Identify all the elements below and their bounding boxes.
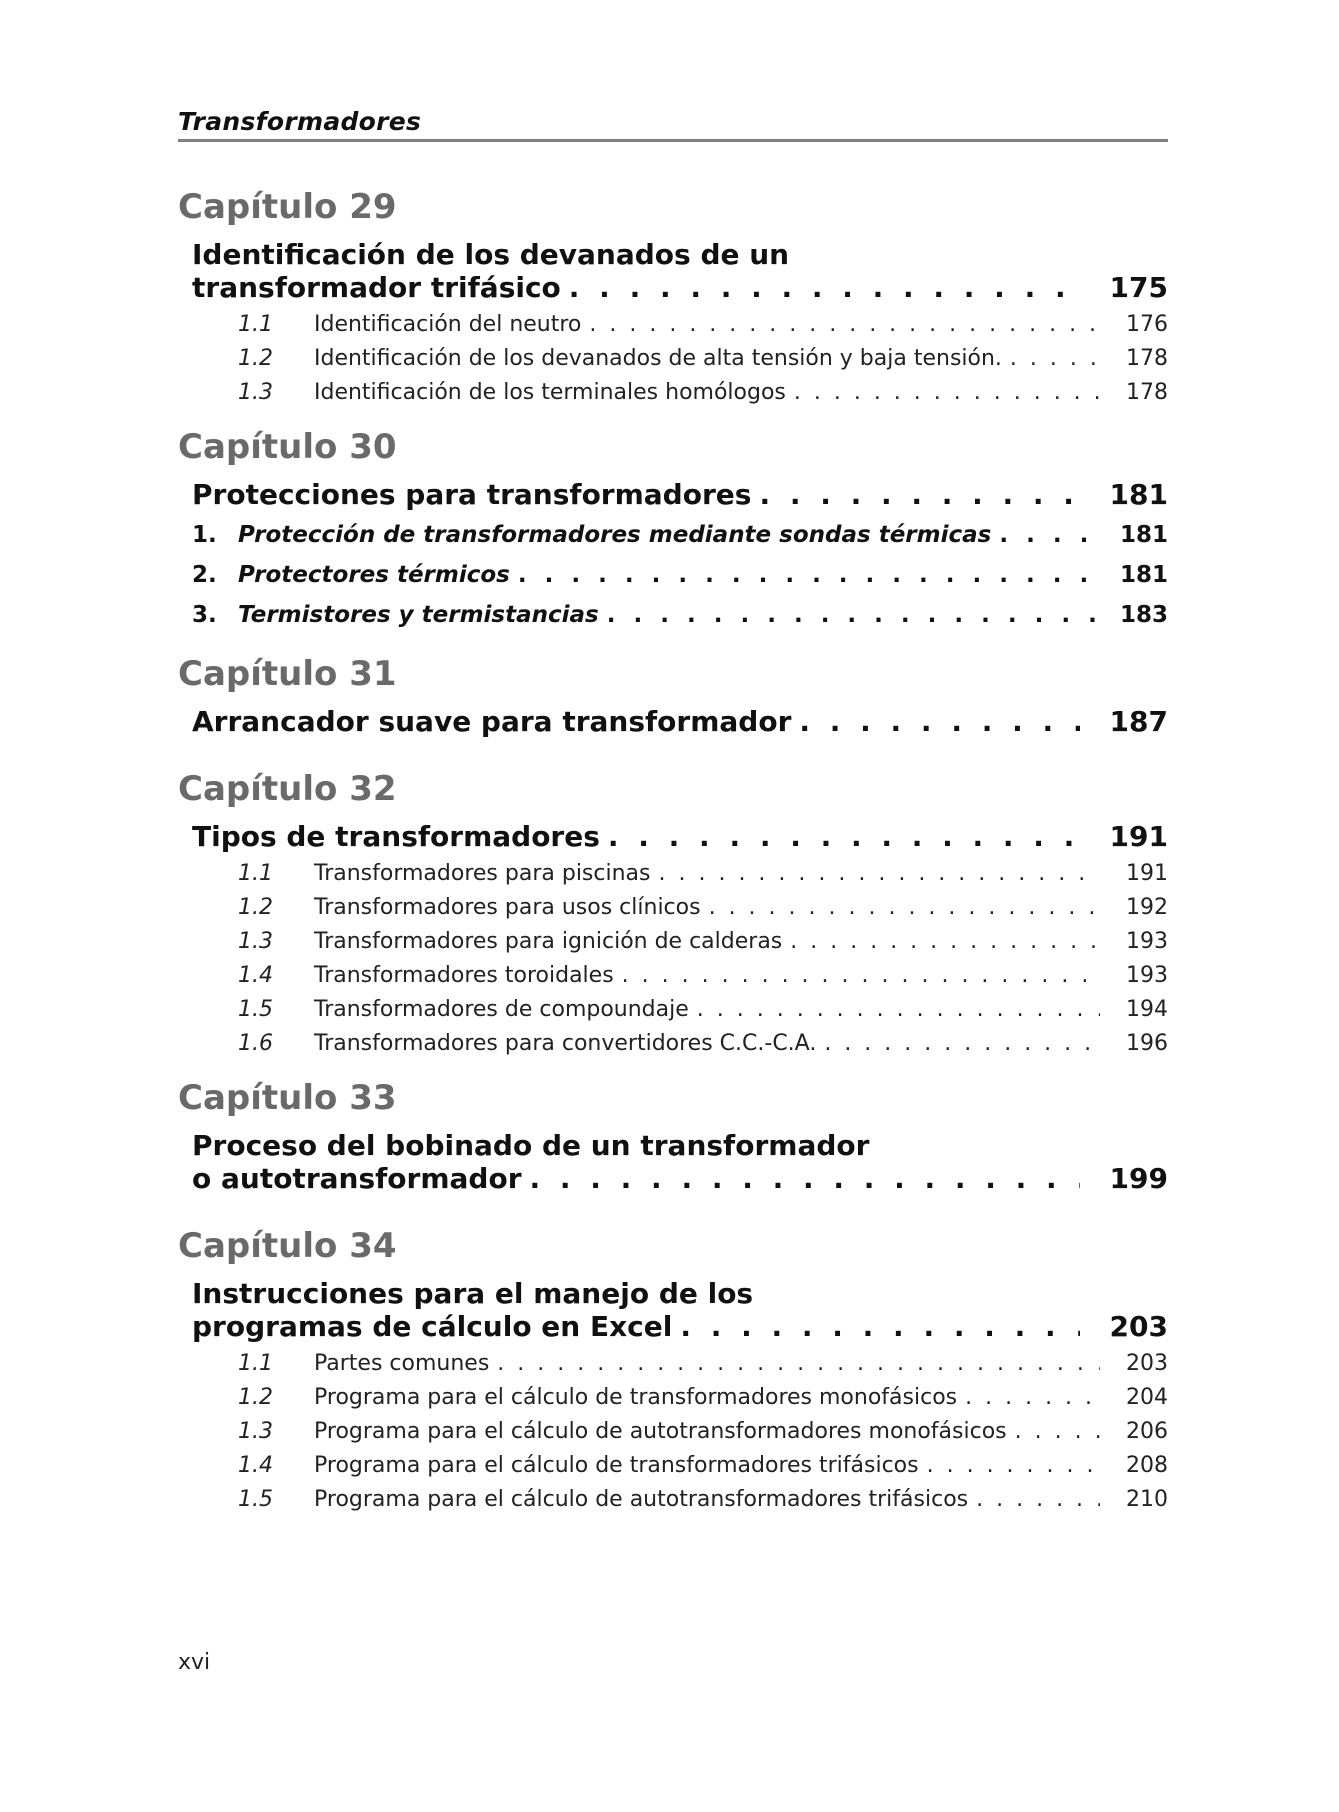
leader-dots [1010, 342, 1100, 376]
leader-dots [680, 1310, 1080, 1343]
entry-text: Identificación de los terminales homólogos [314, 380, 786, 405]
chapter-heading: Capítulo 29 [178, 187, 397, 227]
entry-number: 1.5 [238, 997, 273, 1022]
chapter-page: 181 [1109, 478, 1168, 511]
chapter-page: 187 [1109, 705, 1168, 738]
toc-entry[interactable] [238, 993, 1168, 1027]
chapter-title[interactable] [192, 238, 1168, 304]
entry-number: 2. [192, 562, 217, 588]
entry-text: Termistores y termistancias [238, 602, 599, 628]
chapter-page: 199 [1109, 1162, 1168, 1195]
chapter-title-line: Tipos de transformadores [192, 820, 600, 853]
leader-dots [530, 1162, 1080, 1195]
entry-number: 1.1 [238, 312, 273, 337]
toc-entry[interactable] [238, 959, 1168, 993]
entry-page: 191 [1126, 861, 1168, 886]
chapter-page: 203 [1109, 1310, 1168, 1343]
entry-text: Identificación de los devanados de alta tensión y baja tensión. [314, 346, 1002, 371]
toc-entry[interactable] [192, 555, 1168, 595]
entry-page: 204 [1126, 1385, 1168, 1410]
entry-text: Transformadores para piscinas [314, 861, 651, 886]
toc-entry[interactable] [238, 857, 1168, 891]
section-list [178, 1347, 1168, 1517]
entry-page: 210 [1126, 1487, 1168, 1512]
chapter-title-line2: programas de cálculo en Excel [192, 1310, 673, 1343]
chapter-title-line2: transformador trifásico [192, 271, 561, 304]
entry-number: 1.3 [238, 929, 273, 954]
chapter-page: 175 [1109, 271, 1168, 304]
entry-number: 1.2 [238, 895, 273, 920]
leader-dots [697, 993, 1100, 1027]
entry-page: 183 [1119, 602, 1168, 628]
toc-entry[interactable] [192, 515, 1168, 555]
chapter-heading: Capítulo 31 [178, 654, 397, 694]
leader-dots [790, 925, 1100, 959]
entry-number: 3. [192, 602, 217, 628]
entry-page: 193 [1126, 929, 1168, 954]
chapter-title-line: Protecciones para transformadores [192, 478, 752, 511]
chapter-31 [178, 654, 1168, 738]
entry-text: Programa para el cálculo de transformadores monofásicos [314, 1385, 958, 1410]
entry-text: Transformadores toroidales [314, 963, 614, 988]
leader-dots [965, 1381, 1100, 1415]
entry-number: 1.1 [238, 1351, 273, 1376]
chapter-page: 191 [1109, 820, 1168, 853]
chapter-29 [178, 187, 1168, 410]
leader-dots [608, 820, 1080, 853]
leader-dots [589, 308, 1100, 342]
toc-entry[interactable] [238, 1347, 1168, 1381]
chapter-heading: Capítulo 34 [178, 1226, 397, 1266]
entry-text: Partes comunes [314, 1351, 490, 1376]
chapter-title-line2: o autotransformador [192, 1162, 522, 1195]
leader-dots [622, 959, 1100, 993]
entry-text: Transformadores para convertidores C.C.-C.A. [314, 1031, 817, 1056]
entry-number: 1.1 [238, 861, 273, 886]
leader-dots [999, 515, 1100, 555]
toc-entry[interactable] [238, 891, 1168, 925]
entry-text: Transformadores de compoundaje [314, 997, 689, 1022]
toc-entry[interactable] [238, 1415, 1168, 1449]
entry-page: 196 [1126, 1031, 1168, 1056]
entry-text: Transformadores para usos clínicos [314, 895, 701, 920]
chapter-title[interactable] [192, 820, 1168, 853]
running-header: Transformadores [178, 107, 422, 136]
entry-page: 206 [1126, 1419, 1168, 1444]
leader-dots [927, 1449, 1100, 1483]
chapter-heading: Capítulo 32 [178, 769, 397, 809]
leader-dots [659, 857, 1101, 891]
entry-text: Protección de transformadores mediante sondas térmicas [238, 522, 992, 548]
toc-entry[interactable] [238, 308, 1168, 342]
entry-number: 1.5 [238, 1487, 273, 1512]
toc-entry[interactable] [238, 925, 1168, 959]
entry-number: 1.3 [238, 380, 273, 405]
entry-number: 1.2 [238, 346, 273, 371]
entry-page: 208 [1126, 1453, 1168, 1478]
leader-dots [759, 478, 1080, 511]
entry-page: 192 [1126, 895, 1168, 920]
entry-page: 178 [1126, 380, 1168, 405]
chapter-heading: Capítulo 30 [178, 427, 397, 467]
entry-number: 1.4 [238, 963, 273, 988]
chapter-title[interactable] [192, 705, 1168, 738]
chapter-title-line1: Proceso del bobinado de un transformador [192, 1129, 870, 1162]
entry-number: 1.6 [238, 1031, 273, 1056]
entry-page: 178 [1126, 346, 1168, 371]
leader-dots [518, 555, 1100, 595]
chapter-34 [178, 1226, 1168, 1517]
leader-dots [497, 1347, 1100, 1381]
section-list [178, 515, 1168, 635]
page-number: xvi [178, 1650, 211, 1675]
chapter-title[interactable] [192, 1277, 1168, 1343]
entry-page: 176 [1126, 312, 1168, 337]
toc-entry[interactable] [238, 342, 1168, 376]
toc-entry[interactable] [238, 1027, 1168, 1061]
chapter-title[interactable] [192, 478, 1168, 511]
chapter-title[interactable] [192, 1129, 1168, 1195]
entry-number: 1.4 [238, 1453, 273, 1478]
entry-text: Protectores térmicos [238, 562, 510, 588]
entry-text: Programa para el cálculo de autotransformadores monofásicos [314, 1419, 1007, 1444]
chapter-32 [178, 769, 1168, 1061]
entry-text: Programa para el cálculo de transformadores trifásicos [314, 1453, 919, 1478]
leader-dots [976, 1483, 1100, 1517]
entry-text: Programa para el cálculo de autotransformadores trifásicos [314, 1487, 969, 1512]
chapter-title-line1: Identificación de los devanados de un [192, 238, 790, 271]
section-list [178, 308, 1168, 410]
leader-dots [799, 705, 1080, 738]
entry-page: 181 [1119, 522, 1168, 548]
entry-page: 194 [1126, 997, 1168, 1022]
entry-number: 1.3 [238, 1419, 273, 1444]
leader-dots [1015, 1415, 1100, 1449]
entry-number: 1.2 [238, 1385, 273, 1410]
header-rule [178, 139, 1168, 142]
toc-entry[interactable] [238, 1381, 1168, 1415]
chapter-30 [178, 427, 1168, 635]
leader-dots [569, 271, 1080, 304]
leader-dots [824, 1027, 1100, 1061]
entry-text: Identificación del neutro [314, 312, 582, 337]
leader-dots [709, 891, 1100, 925]
table-of-contents [178, 180, 1168, 1537]
toc-entry[interactable] [238, 1449, 1168, 1483]
entry-page: 193 [1126, 963, 1168, 988]
chapter-title-line: Arrancador suave para transformador [192, 705, 792, 738]
entry-number: 1. [192, 522, 217, 548]
entry-page: 203 [1126, 1351, 1168, 1376]
toc-entry[interactable] [192, 595, 1168, 635]
chapter-heading: Capítulo 33 [178, 1078, 397, 1118]
leader-dots [607, 595, 1100, 635]
toc-entry[interactable] [238, 1483, 1168, 1517]
section-list [178, 857, 1168, 1061]
toc-entry[interactable] [238, 376, 1168, 410]
chapter-33 [178, 1078, 1168, 1195]
entry-text: Transformadores para ignición de calderas [314, 929, 783, 954]
leader-dots [794, 376, 1100, 410]
entry-page: 181 [1119, 562, 1168, 588]
chapter-title-line1: Instrucciones para el manejo de los [192, 1277, 754, 1310]
